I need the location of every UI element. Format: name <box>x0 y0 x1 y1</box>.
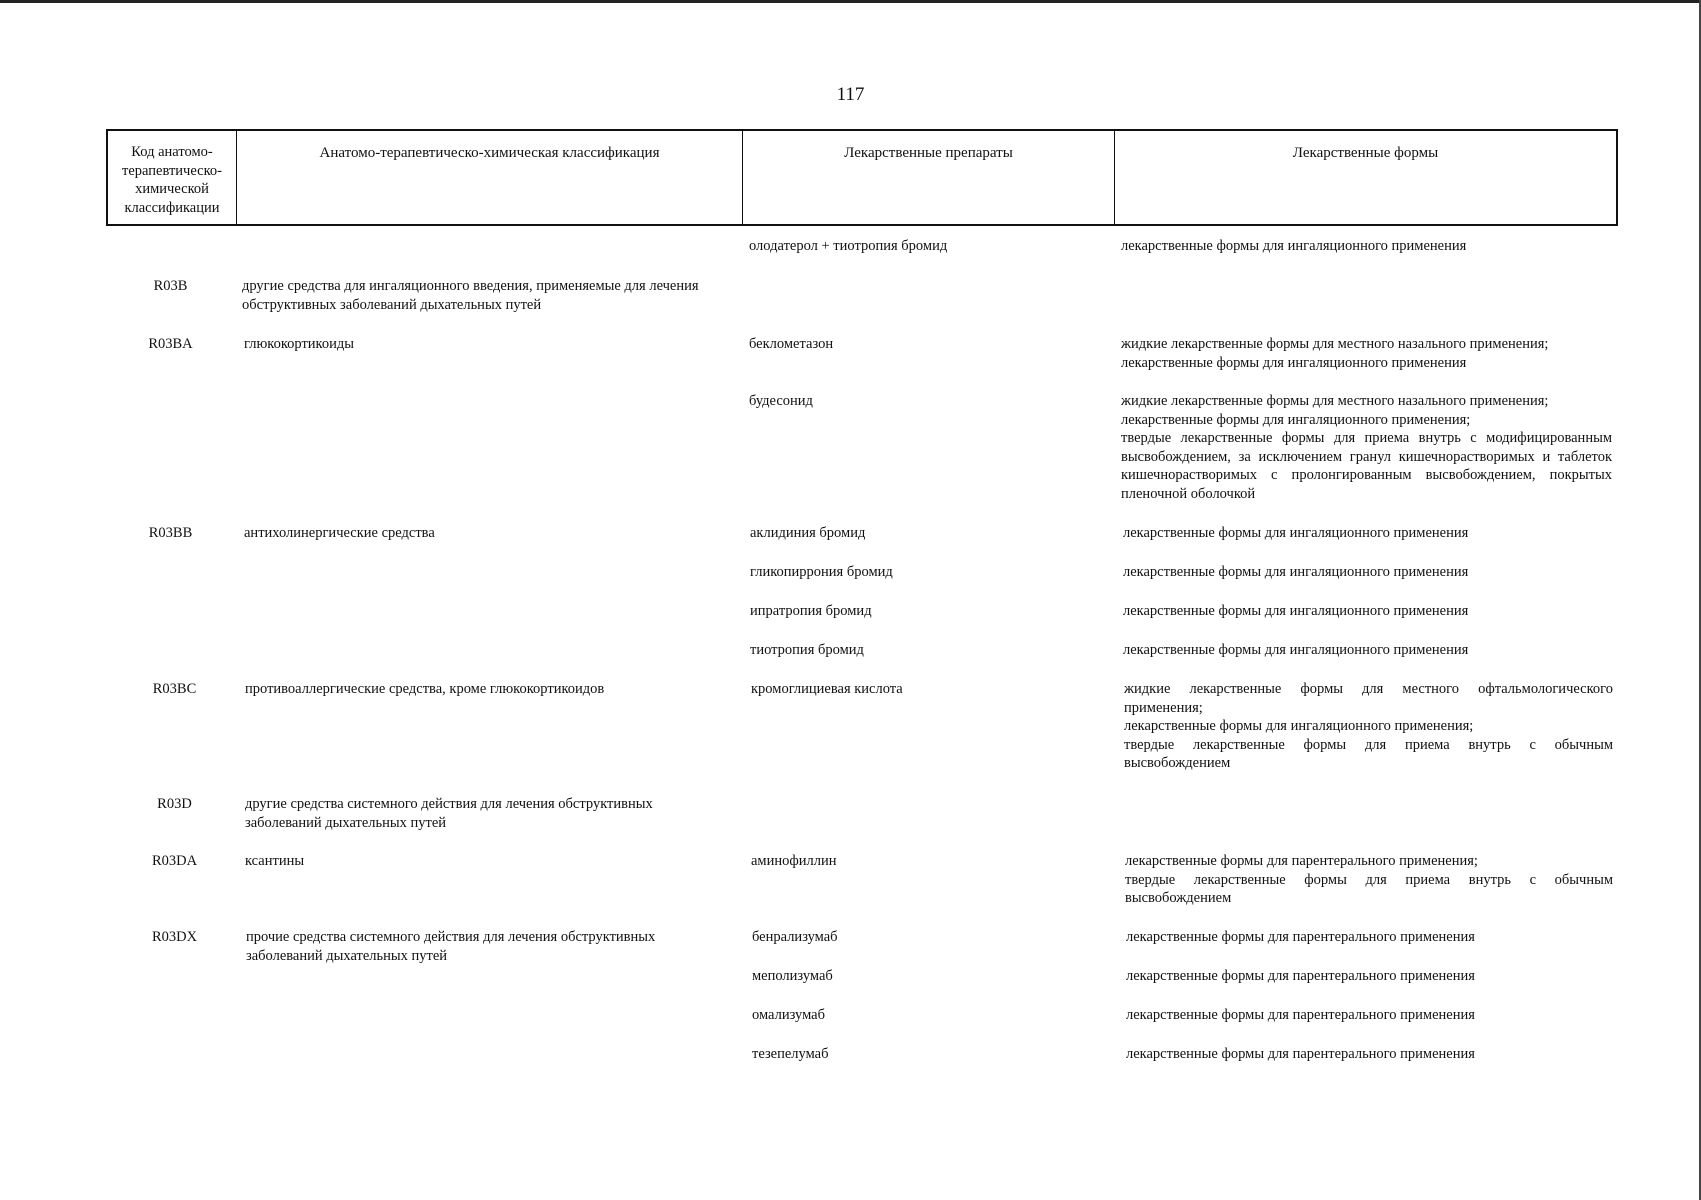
form-line: лекарственные формы для ингаляционного применения <box>1123 525 1469 541</box>
atc-code: R03BB <box>148 525 193 541</box>
drug-forms <box>1124 680 1613 773</box>
form-line: лекарственные формы для парентерального применения <box>1126 1007 1475 1023</box>
atc-description: антихолинергические средства <box>244 525 435 541</box>
form-line: лекарственные формы для парентерального применения <box>1126 968 1475 984</box>
form-line: лекарственные формы для ингаляционного применения <box>1121 238 1467 254</box>
drug-name: беклометазон <box>749 336 834 352</box>
drug-name: ипратропия бромид <box>750 603 872 619</box>
header-drugs: Лекарственные препараты <box>743 131 1115 224</box>
atc-description: глюкокортикоиды <box>244 336 354 352</box>
form-line: лекарственные формы для ингаляционного применения <box>1121 354 1467 371</box>
drug-name: аклидиния бромид <box>750 525 866 541</box>
drug-forms <box>1126 1045 1616 1064</box>
header-code: Код анатомо-терапевтическо-химической классификации <box>108 131 237 224</box>
drug-name: тиотропия бромид <box>750 642 864 658</box>
atc-code: R03B <box>153 278 188 294</box>
form-line: лекарственные формы для ингаляционного применения; <box>1124 718 1474 734</box>
drug-forms <box>1121 392 1612 503</box>
form-line: лекарственные формы для парентерального применения; <box>1125 853 1478 869</box>
drug-name: аминофиллин <box>751 853 837 869</box>
atc-code: R03DX <box>151 929 198 945</box>
drug-name: гликопиррония бромид <box>750 564 893 580</box>
form-line: твердые лекарственные формы для приема внутрь с модифицированным высвобождением, за исключением гранул кишечнорастворимых и таблеток кишечнорастворимых с пролонгированным высвобождением, покрытых пленочной оболочкой <box>1121 430 1612 502</box>
drug-forms <box>1126 928 1616 947</box>
page-number: 117 <box>836 84 865 105</box>
form-line: лекарственные формы для ингаляционного применения; <box>1121 411 1471 428</box>
drug-name: омализумаб <box>752 1007 825 1023</box>
atc-code: R03BC <box>152 681 197 697</box>
drug-forms <box>1126 1006 1616 1025</box>
drug-forms <box>1123 641 1613 660</box>
drug-name: тезепелумаб <box>752 1046 829 1062</box>
form-line: лекарственные формы для парентерального применения <box>1126 1046 1475 1062</box>
atc-description: другие средства системного действия для лечения обструктивных заболеваний дыхательных путей <box>245 796 653 831</box>
drug-name: кромоглициевая кислота <box>751 681 903 697</box>
drug-name: олодатерол + тиотропия бромид <box>749 238 948 254</box>
atc-code: R03DA <box>151 853 198 869</box>
drug-forms <box>1125 852 1613 908</box>
drug-forms <box>1121 237 1611 256</box>
form-line: лекарственные формы для ингаляционного применения <box>1123 564 1469 580</box>
atc-description: ксантины <box>245 853 305 869</box>
drug-forms <box>1123 524 1613 543</box>
atc-code: R03D <box>157 796 192 812</box>
form-line: лекарственные формы для ингаляционного применения <box>1123 642 1469 658</box>
drug-name: меполизумаб <box>752 968 833 984</box>
form-line: твердые лекарственные формы для приема внутрь с обычным высвобождением <box>1125 871 1613 906</box>
header-forms: Лекарственные формы <box>1292 145 1439 161</box>
drug-forms <box>1126 967 1616 986</box>
drug-forms <box>1123 563 1613 582</box>
header-atc: Анатомо-терапевтическо-химическая классификация <box>237 131 743 224</box>
atc-description: другие средства для ингаляционного введения, применяемые для лечения обструктивных заболеваний дыхательных путей <box>242 278 699 313</box>
form-line: лекарственные формы для парентерального применения <box>1126 929 1475 945</box>
drug-forms <box>1121 335 1611 372</box>
form-line: жидкие лекарственные формы для местного назального применения; <box>1121 393 1549 409</box>
atc-code: R03BA <box>148 336 193 352</box>
drug-name: будесонид <box>749 393 813 409</box>
form-line: жидкие лекарственные формы для местного офтальмологического применения; <box>1124 681 1613 716</box>
form-line: жидкие лекарственные формы для местного назального применения; <box>1121 336 1549 352</box>
atc-description: прочие средства системного действия для лечения обструктивных заболеваний дыхательных путей <box>246 929 656 964</box>
drug-forms <box>1123 602 1613 621</box>
form-line: лекарственные формы для ингаляционного применения <box>1123 603 1469 619</box>
drug-name: бенрализумаб <box>752 929 838 945</box>
atc-description: противоаллергические средства, кроме глюкокортикоидов <box>245 681 605 697</box>
form-line: твердые лекарственные формы для приема внутрь с обычным высвобождением <box>1124 736 1613 771</box>
